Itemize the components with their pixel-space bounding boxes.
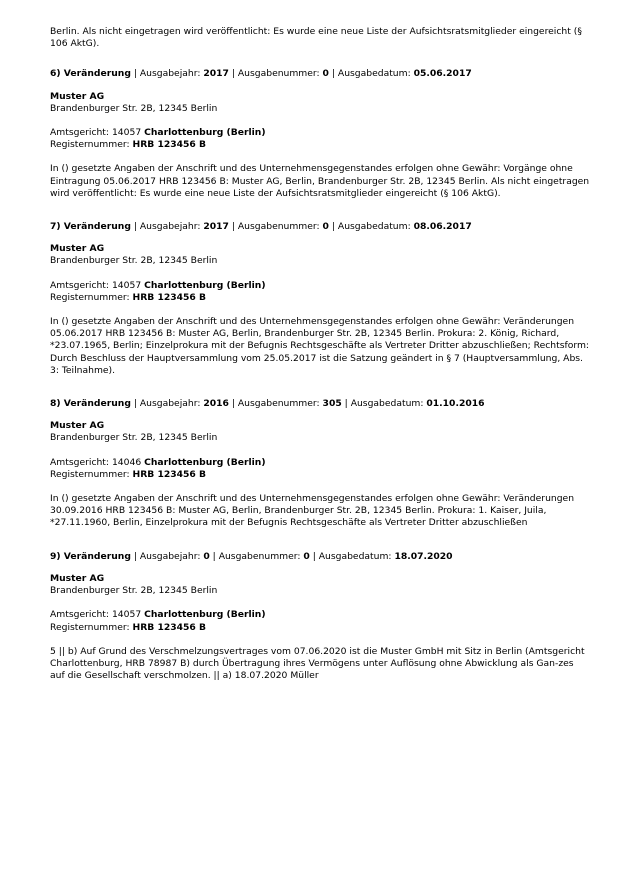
- entry-text: In () gesetzte Angaben der Anschrift und des Unternehmensgegenstandes erfolgen ohne Gewähr: Veränderungen 05.06.2017 HRB 123456 B: Muster AG, Berlin, Brandenburger Str. 2B, 12345 Berlin. Prokura: 2. König, Richard, *23.07.1965, Berlin; Einzelprokura mit der Befugnis Rechtsgeschäfte als Vertreter Dritter abzuschließen; Rechtsform: Durch Beschluss der Hauptversammlung vom 25.05.2017 ist die Satzung geändert in § 7 (Hauptversammlung, Abs. 3: Teilnahme).: [50, 316, 590, 376]
- separator: |: [312, 550, 319, 562]
- separator: |: [212, 550, 219, 562]
- register-number: HRB 123456 B: [132, 621, 207, 633]
- court-name: Charlottenburg (Berlin): [144, 456, 266, 468]
- register-entry: [50, 68, 590, 200]
- entry-text: 5 || b) Auf Grund des Verschmelzungsvertrages vom 07.06.2020 ist die Muster GmbH mit Sitz in Berlin (Amtsgericht Charlottenburg, HRB 78987 B) durch Übertragung ihres Vermögens unter Auflösung ohne Abwicklung als Gan-zes auf die Gesellschaft verschmolzen. || a) 18.07.2020 Müller: [50, 645, 585, 682]
- date-label: Ausgabedatum:: [337, 221, 414, 233]
- court-code: 14057: [111, 279, 142, 291]
- court-label: Amtsgericht:: [50, 609, 112, 621]
- register-label: Registernummer:: [50, 291, 133, 303]
- intro-paragraph: Berlin. Als nicht eingetragen wird veröffentlicht: Es wurde eine neue Liste der Aufsichtsratsmitglieder eingereicht (§ 106 AktG).: [50, 26, 582, 50]
- company-name: Muster AG: [50, 90, 105, 102]
- court-label: Amtsgericht:: [50, 127, 112, 139]
- separator: |: [133, 398, 140, 410]
- court-name: Charlottenburg (Berlin): [144, 609, 266, 621]
- company-address: Brandenburger Str. 2B, 12345 Berlin: [50, 432, 218, 444]
- company-block: [50, 91, 590, 115]
- year-label: Ausgabejahr:: [139, 221, 204, 233]
- company-name: Muster AG: [50, 420, 105, 432]
- entry-title: 6) Veränderung: [50, 68, 131, 80]
- date-label: Ausgabedatum:: [350, 398, 427, 410]
- date-label: Ausgabedatum:: [337, 68, 414, 80]
- company-name: Muster AG: [50, 572, 105, 584]
- entry-title: 9) Veränderung: [50, 550, 131, 562]
- year-label: Ausgabejahr:: [139, 550, 204, 562]
- date-value: 01.10.2016: [426, 398, 485, 410]
- number-value: 305: [322, 398, 342, 410]
- company-block: [50, 573, 590, 597]
- court-label: Amtsgericht:: [50, 279, 112, 291]
- date-value: 05.06.2017: [413, 68, 472, 80]
- court-name: Charlottenburg (Berlin): [144, 279, 266, 291]
- court-block: [50, 127, 590, 151]
- entry-header: [50, 398, 590, 410]
- separator: |: [344, 398, 351, 410]
- separator: |: [231, 398, 238, 410]
- court-code: 14057: [111, 127, 142, 139]
- register-number: HRB 123456 B: [132, 291, 207, 303]
- year-value: 2017: [203, 221, 229, 233]
- separator: |: [133, 221, 140, 233]
- register-entry: [50, 398, 590, 530]
- separator: |: [133, 550, 140, 562]
- register-number: HRB 123456 B: [132, 468, 207, 480]
- entry-header: [50, 68, 590, 80]
- court-name: Charlottenburg (Berlin): [144, 127, 266, 139]
- document-page: [50, 26, 590, 703]
- court-code: 14057: [111, 609, 142, 621]
- year-value: 0: [203, 550, 210, 562]
- company-block: [50, 243, 590, 267]
- number-label: Ausgabenummer:: [237, 68, 323, 80]
- register-label: Registernummer:: [50, 139, 133, 151]
- entry-header: [50, 551, 590, 563]
- entry-text: In () gesetzte Angaben der Anschrift und des Unternehmensgegenstandes erfolgen ohne Gewähr: Veränderungen 30.09.2016 HRB 123456 B: Muster AG, Berlin, Brandenburger Str. 2B, 12345 Berlin. Prokura: 1. Kaiser, Juila, *27.11.1960, Berlin, Einzelprokura mit der Befugnis Rechtsgeschäfte als Vertreter Dritter abzuschließen: [50, 493, 575, 529]
- register-entry: [50, 551, 590, 683]
- register-label: Registernummer:: [50, 468, 133, 480]
- entries-list: [50, 68, 590, 682]
- number-value: 0: [322, 68, 329, 80]
- entry-header: [50, 221, 590, 233]
- year-label: Ausgabejahr:: [139, 68, 204, 80]
- company-address: Brandenburger Str. 2B, 12345 Berlin: [50, 255, 218, 267]
- court-block: [50, 609, 590, 633]
- year-value: 2017: [203, 68, 229, 80]
- separator: |: [231, 68, 238, 80]
- separator: |: [133, 68, 140, 80]
- year-value: 2016: [203, 398, 229, 410]
- separator: |: [231, 221, 238, 233]
- court-label: Amtsgericht:: [50, 456, 112, 468]
- entry-text: In () gesetzte Angaben der Anschrift und des Unternehmensgegenstandes erfolgen ohne Gewähr: Vorgänge ohne Eintragung 05.06.2017 HRB 123456 B: Muster AG, Berlin, Brandenburger Str. 2B, 12345 Berlin. Als nicht eingetragen wird veröffentlicht: Es wurde eine neue Liste der Aufsichtsratsmitglieder eingereicht (§ 106 AktG).: [50, 163, 590, 199]
- company-address: Brandenburger Str. 2B, 12345 Berlin: [50, 102, 218, 114]
- court-code: 14046: [111, 456, 142, 468]
- year-label: Ausgabejahr:: [139, 398, 204, 410]
- court-block: [50, 457, 590, 481]
- date-value: 18.07.2020: [394, 550, 453, 562]
- company-address: Brandenburger Str. 2B, 12345 Berlin: [50, 585, 218, 597]
- company-block: [50, 420, 590, 444]
- number-label: Ausgabenummer:: [237, 398, 323, 410]
- number-value: 0: [322, 221, 329, 233]
- number-label: Ausgabenummer:: [218, 550, 304, 562]
- company-name: Muster AG: [50, 243, 105, 255]
- entry-title: 8) Veränderung: [50, 398, 131, 410]
- register-label: Registernummer:: [50, 621, 133, 633]
- entry-title: 7) Veränderung: [50, 221, 131, 233]
- separator: |: [331, 221, 338, 233]
- register-number: HRB 123456 B: [132, 139, 207, 151]
- date-label: Ausgabedatum:: [318, 550, 395, 562]
- separator: |: [331, 68, 338, 80]
- date-value: 08.06.2017: [413, 221, 472, 233]
- number-value: 0: [303, 550, 310, 562]
- number-label: Ausgabenummer:: [237, 221, 323, 233]
- court-block: [50, 280, 590, 304]
- register-entry: [50, 221, 590, 377]
